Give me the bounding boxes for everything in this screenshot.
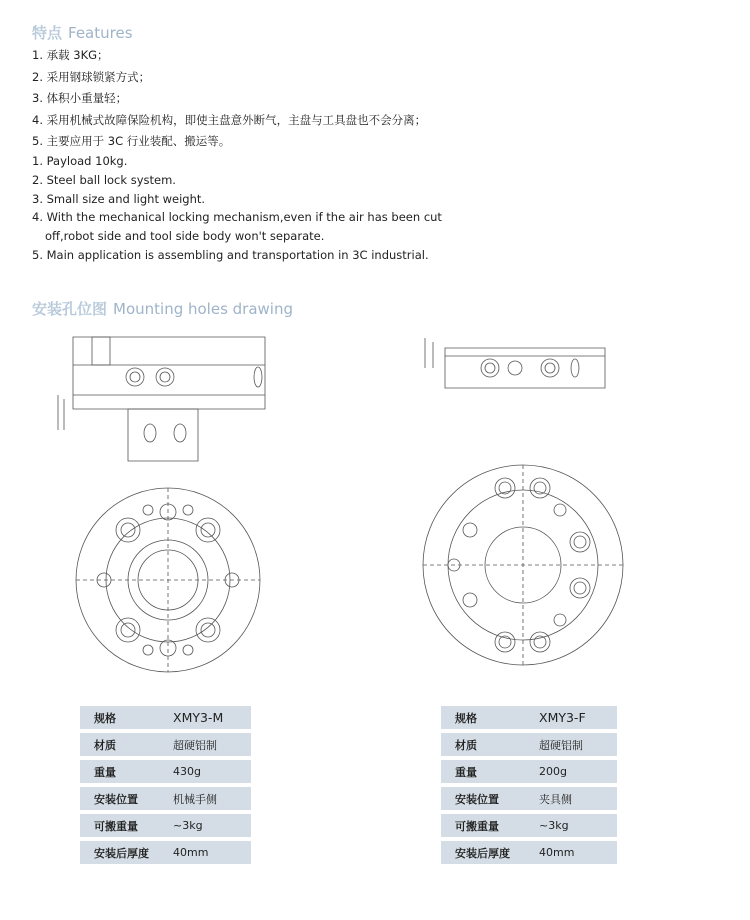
spec-value: 430g — [159, 760, 251, 783]
spec-row — [441, 733, 617, 756]
features-heading — [32, 22, 133, 43]
features-list-zh — [32, 45, 426, 153]
spec-value: 超硬铝制 — [525, 733, 617, 756]
spec-label: 规格 — [80, 706, 159, 729]
spec-label: 可搬重量 — [80, 814, 159, 837]
f-side-body-outline — [445, 348, 605, 388]
f-top-view-drawing — [410, 450, 640, 680]
spec-table-f — [441, 702, 617, 868]
feature-en-item: 1. Payload 10kg. — [32, 154, 128, 168]
spec-value: 超硬铝制 — [159, 733, 251, 756]
spec-value: 200g — [525, 760, 617, 783]
spec-value: 40mm — [525, 841, 617, 864]
spec-label: 安装位置 — [80, 787, 159, 810]
spec-value: XMY3-F — [525, 706, 617, 729]
feature-zh-item: 2. 采用钢球锁紧方式； — [32, 69, 151, 84]
spec-label: 安装后厚度 — [441, 841, 525, 864]
features-list-en — [32, 152, 442, 265]
spec-label: 可搬重量 — [441, 814, 525, 837]
spec-row — [80, 706, 251, 729]
m-side-body-outline — [73, 337, 265, 409]
spec-label: 材质 — [441, 733, 525, 756]
feature-zh-item: 3. 体积小重量轻； — [32, 91, 128, 105]
spec-value: 夹具侧 — [525, 787, 617, 810]
spec-row — [441, 814, 617, 837]
feature-en-item: 4. With the mechanical locking mechanism,even if the air has been cut — [32, 210, 442, 225]
m-side-view-drawing — [50, 325, 290, 470]
spec-value: ~3kg — [525, 814, 617, 837]
feature-zh-item: 5. 主要应用于 3C 行业装配、搬运等。 — [32, 134, 231, 148]
feature-zh-item: 4. 采用机械式故障保险机构，即使主盘意外断气，主盘与工具盘也不会分离； — [32, 112, 427, 127]
spec-value: 40mm — [159, 841, 251, 864]
features-heading-zh: 特点 — [32, 24, 63, 42]
spec-label: 规格 — [441, 706, 525, 729]
feature-en-item: 3. Small size and light weight. — [32, 191, 206, 206]
spec-label: 重量 — [441, 760, 525, 783]
spec-value: ~3kg — [159, 814, 251, 837]
spec-row — [80, 787, 251, 810]
f-side-port-circle — [481, 359, 499, 377]
spec-row — [80, 814, 251, 837]
mounting-heading-zh: 安装孔位图 — [32, 300, 108, 318]
spec-row — [80, 733, 251, 756]
spec-label: 材质 — [80, 733, 159, 756]
feature-en-item: 5. Main application is assembling and transportation in 3C industrial. — [32, 247, 429, 262]
f-side-view-drawing — [405, 328, 610, 408]
spec-row — [441, 841, 617, 864]
mounting-heading — [32, 298, 293, 319]
m-top-view-drawing — [58, 470, 278, 690]
spec-label: 安装后厚度 — [80, 841, 159, 864]
m-side-port-circle — [156, 368, 174, 386]
spec-row — [80, 760, 251, 783]
feature-en-item-continued: off,robot side and tool side body won't separate. — [45, 229, 325, 244]
m-side-neck-outline — [128, 409, 198, 461]
spec-row — [80, 841, 251, 864]
spec-value: XMY3-M — [159, 706, 251, 729]
spec-row — [441, 760, 617, 783]
mounting-heading-en: Mounting holes drawing — [113, 300, 294, 318]
spec-label: 安装位置 — [441, 787, 525, 810]
f-side-port-circle — [541, 359, 559, 377]
feature-en-item: 2. Steel ball lock system. — [32, 172, 176, 187]
spec-label: 重量 — [80, 760, 159, 783]
feature-zh-item: 1. 承载 3KG； — [32, 48, 109, 62]
spec-row — [441, 787, 617, 810]
spec-table-m — [80, 702, 251, 868]
spec-row — [441, 706, 617, 729]
features-heading-en: Features — [68, 24, 133, 42]
spec-value: 机械手侧 — [159, 787, 251, 810]
m-side-port-circle — [126, 368, 144, 386]
